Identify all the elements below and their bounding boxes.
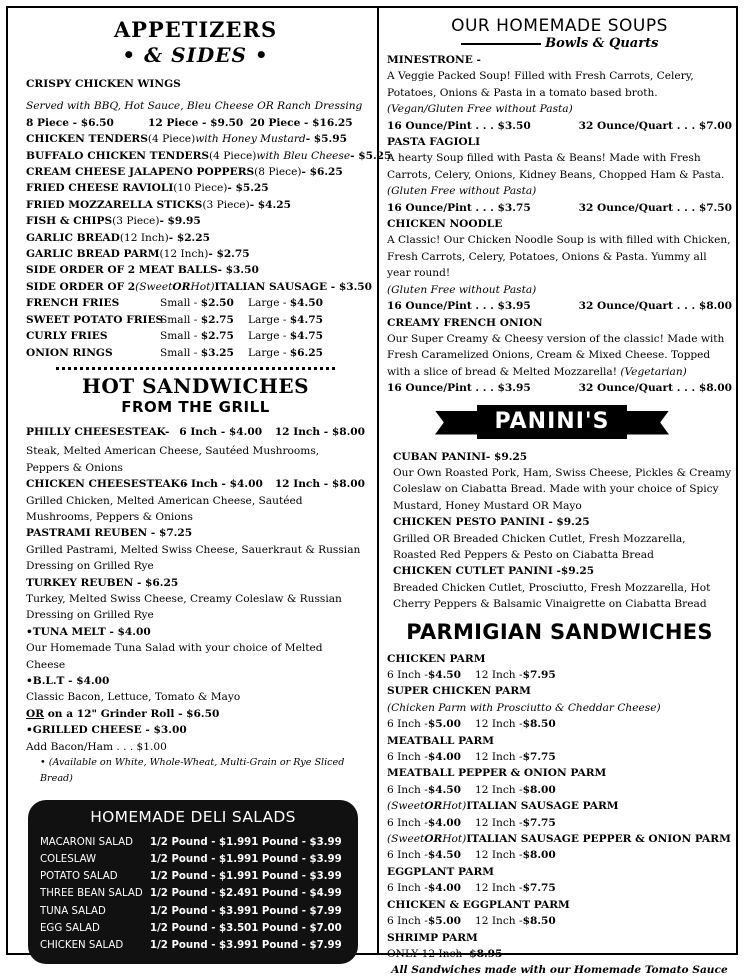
soup-item: MINESTRONE - A Veggie Packed Soup! Filled with Fresh Carrots, Celery, Potatoes, Onions & Pasta in a tomato based broth. (Vegan/Gluten Free without Pasta) 16 Ounce/Pint . . . $3.50 32 Ounce/Quart . . . $7.00 xyxy=(387,54,732,132)
panini-item-desc: Our Own Roasted Pork, Ham, Swiss Cheese, Pickles & Creamy Coleslaw on Ciabatta Bread. Made with your choice of Spicy Mustard, Honey Mustard OR Mayo xyxy=(393,466,732,512)
table-row: POTATO SALAD 1/2 Pound - $1.99 1 Pound - $3.99 xyxy=(40,871,342,883)
list-item: GARLIC BREAD PARM (12 Inch) - $2.75 xyxy=(26,248,250,261)
list-item: SIDE ORDER OF 2 MEAT BALLS - $3.50 xyxy=(26,264,259,277)
philly-desc: Steak, Melted American Cheese, Sautéed Mushrooms, Peppers & Onions xyxy=(26,445,320,474)
blt-header: •B.L.T - $4.00 xyxy=(26,675,110,687)
list-item: FRIED MOZZARELLA STICKS (3 Piece) - $4.25 xyxy=(26,198,291,211)
parm-list: CHICKEN PARM 6 Inch - $4.50 12 Inch - $7.95 SUPER CHICKEN PARM (Chicken Parm with Prosciutto & Cheddar Cheese) 6 Inch - $5.00 12 Inch - $8.50 MEATBALL PARM 6 Inch - $4.00 12 Inch - $7.75 MEATBALL PEPPER & ONION PARM 6 Inch - $4.50 12 Inch - $8.00 (Sweet OR Hot) ITALIAN SAUSAGE PARM 6 Inch - $4.00 12 Inch - $7.75 (Sweet OR Hot) ITALIAN SAUSAGE PEPPER & ONION PARM 6 Inch - $4.50 12 Inch - $8.00 EGGPLANT PARM 6 Inch - $4.00 12 Inch - $7.75 CHICKEN & EGGPLANT PARM 6 Inch - $5.00 12 Inch - $8.50 SHRIMP PARM ONLY 12 Inch - $8.95 All Sandwiches made with our Homemade Tomato Sauce xyxy=(387,651,732,979)
panini-item-name: CHICKEN PESTO PANINI - $9.25 xyxy=(393,516,590,529)
bread-note: • (Available on White, Whole-Wheat, Multi-Grain or Rye Sliced Bread) xyxy=(40,757,345,785)
blt-desc: Classic Bacon, Lettuce, Tomato & Mayo xyxy=(26,691,241,704)
list-item: CHICKEN TENDERS (4 Piece) with Honey Mustard - $5.95 xyxy=(26,133,347,146)
sausage-side: SIDE ORDER OF 2 (Sweet OR Hot) ITALIAN SAUSAGE - $3.50 xyxy=(26,280,373,293)
banner-tail-right xyxy=(625,411,669,435)
chicken-cheesesteak-desc: Grilled Chicken, Melted American Cheese, Sautéed Mushrooms, Peppers & Onions xyxy=(26,494,303,523)
tuna-header: •TUNA MELT - $4.00 xyxy=(26,625,151,638)
list-item: FISH & CHIPS (3 Piece) - $9.95 xyxy=(26,215,201,228)
right-column xyxy=(379,8,736,979)
blt-grinder: OR on a 12" Grinder Roll - $6.50 xyxy=(26,707,220,720)
list-item: SWEET POTATO FRIES Small - $2.75 Large - $4.75 xyxy=(26,313,323,326)
deli-title: HOMEMADE DELI SALADS xyxy=(90,807,296,826)
deli-salads-box xyxy=(28,800,358,964)
panini-item-name: CUBAN PANINI- $9.25 xyxy=(393,450,528,463)
panini-item-desc: Breaded Chicken Cutlet, Prosciutto, Fresh Mozzarella, Hot Cherry Peppers & Balsamic Vinaigrette on Ciabatta Bread xyxy=(393,581,711,611)
left-column xyxy=(8,8,392,964)
panini-item-desc: Grilled OR Breaded Chicken Cutlet, Fresh Mozzarella, Roasted Red Peppers & Pesto on Ciabatta Bread xyxy=(393,532,686,561)
hot-sandwiches-subtitle: FROM THE GRILL xyxy=(121,397,270,416)
wings-20: 20 Piece - $16.25 xyxy=(250,116,353,129)
table-row: CHICKEN SALAD 1/2 Pound - $3.99 1 Pound - $7.99 xyxy=(40,940,342,952)
list-item: CREAM CHEESE JALAPENO POPPERS (8 Piece) - $6.25 xyxy=(26,166,343,179)
parmigian-title: PARMIGIAN SANDWICHES xyxy=(406,619,713,644)
list-item: CURLY FRIES Small - $2.75 Large - $4.75 xyxy=(26,330,323,343)
soups-rule xyxy=(461,43,541,45)
wings-desc: Served with BBQ, Hot Sauce, Bleu Cheese OR Ranch Dressing xyxy=(26,100,363,113)
menu-page xyxy=(6,6,738,977)
list-item: FRIED CHEESE RAVIOLI (10 Piece) - $5.25 xyxy=(26,182,269,195)
soup-item: CREAMY FRENCH ONION Our Super Creamy & Cheesy version of the classic! Made with Fresh Caramelized Onions, Cream & Mixed Cheese. Topped with a slice of bread & Melted Mozzarella! (Vegetarian) 16 Ounce/Pint . . . $3.95 32 Ounce/Quart . . . $8.00 xyxy=(387,316,732,395)
hot-sandwiches-title: HOT SANDWICHES xyxy=(81,373,310,398)
list-item: ONION RINGS Small - $3.25 Large - $6.25 xyxy=(26,346,323,359)
sides-list xyxy=(26,295,365,361)
panini-title: PANINI'S xyxy=(477,405,627,439)
tuna-desc: Our Homemade Tuna Salad with your choice of Melted Cheese xyxy=(26,642,323,671)
appetizers-subtitle: • & SIDES • xyxy=(122,43,269,67)
table-row: MACARONI SALAD 1/2 Pound - $1.99 1 Pound - $3.99 xyxy=(40,836,342,848)
turkey-desc: Turkey, Melted Swiss Cheese, Creamy Coleslaw & Russian Dressing on Grilled Rye xyxy=(26,592,342,622)
table-row: COLESLAW 1/2 Pound - $1.99 1 Pound - $3.99 xyxy=(40,854,342,866)
panini-item-name: CHICKEN CUTLET PANINI -$9.25 xyxy=(393,565,595,578)
pastrami-header: PASTRAMI REUBEN - $7.25 xyxy=(26,527,193,540)
list-item: GARLIC BREAD (12 Inch) - $2.25 xyxy=(26,231,210,244)
list-item: FRENCH FRIES Small - $2.50 Large - $4.50 xyxy=(26,297,323,310)
list-item: BUFFALO CHICKEN TENDERS (4 Piece) with Bleu Cheese - $5.25 xyxy=(26,149,392,162)
pastrami-desc: Grilled Pastrami, Melted Swiss Cheese, Sauerkraut & Russian Dressing on Grilled Rye xyxy=(26,543,361,573)
soups-title: OUR HOMEMADE SOUPS xyxy=(451,16,668,36)
grilled-cheese-addon: Add Bacon/Ham . . . $1.00 xyxy=(26,740,167,753)
wings-12: 12 Piece - $9.50 xyxy=(148,116,244,129)
soup-item: CHICKEN NOODLE A Classic! Our Chicken Noodle Soup is with filled with Chicken, Fresh Carrots, Celery, Potatoes, Onions & Pasta. Yummy all year round! (Gluten Free without Pasta) 16 Ounce/Pint . . . $3.95 32 Ounce/Quart . . . $8.00 xyxy=(387,218,732,313)
panini-list xyxy=(387,449,732,613)
table-row: THREE BEAN SALAD 1/2 Pound - $2.49 1 Pound - $4.99 xyxy=(40,888,342,900)
parm-note: All Sandwiches made with our Homemade Tomato Sauce xyxy=(391,964,728,977)
soups-subtitle-row xyxy=(387,36,732,52)
wings-name: CRISPY CHICKEN WINGS xyxy=(26,78,181,90)
grilled-cheese-header: •GRILLED CHEESE - $3.00 xyxy=(26,724,187,737)
deli-table xyxy=(40,834,346,954)
chicken-cheesesteak-header: CHICKEN CHEESESTEAK - 6 Inch - $4.00 12 Inch - $8.00 xyxy=(26,478,365,491)
table-row: TUNA SALAD 1/2 Pound - $3.99 1 Pound - $7.99 xyxy=(40,905,342,917)
section-divider xyxy=(56,367,335,370)
wings-8: 8 Piece - $6.50 xyxy=(26,116,114,129)
banner-tail-left xyxy=(435,411,479,435)
appetizer-list xyxy=(26,131,392,295)
appetizers-title: APPETIZERS xyxy=(113,17,278,42)
panini-banner xyxy=(387,405,732,439)
philly-header: PHILLY CHEESESTEAK- 6 Inch - $4.00 12 Inch - $8.00 xyxy=(26,425,365,438)
table-row: EGG SALAD 1/2 Pound - $3.50 1 Pound - $7.00 xyxy=(40,922,342,934)
soups-subtitle: Bowls & Quarts xyxy=(545,36,659,51)
soup-item: PASTA FAGIOLI A hearty Soup filled with Pasta & Beans! Made with Fresh Carrots, Celery, Onions, Kidney Beans, Chopped Ham & Pasta. (Gluten Free without Pasta) 16 Ounce/Pint . . . $3.75 32 Ounce/Quart . . . $7.50 xyxy=(387,136,732,214)
turkey-header: TURKEY REUBEN - $6.25 xyxy=(26,576,179,589)
wings-prices xyxy=(26,115,365,131)
